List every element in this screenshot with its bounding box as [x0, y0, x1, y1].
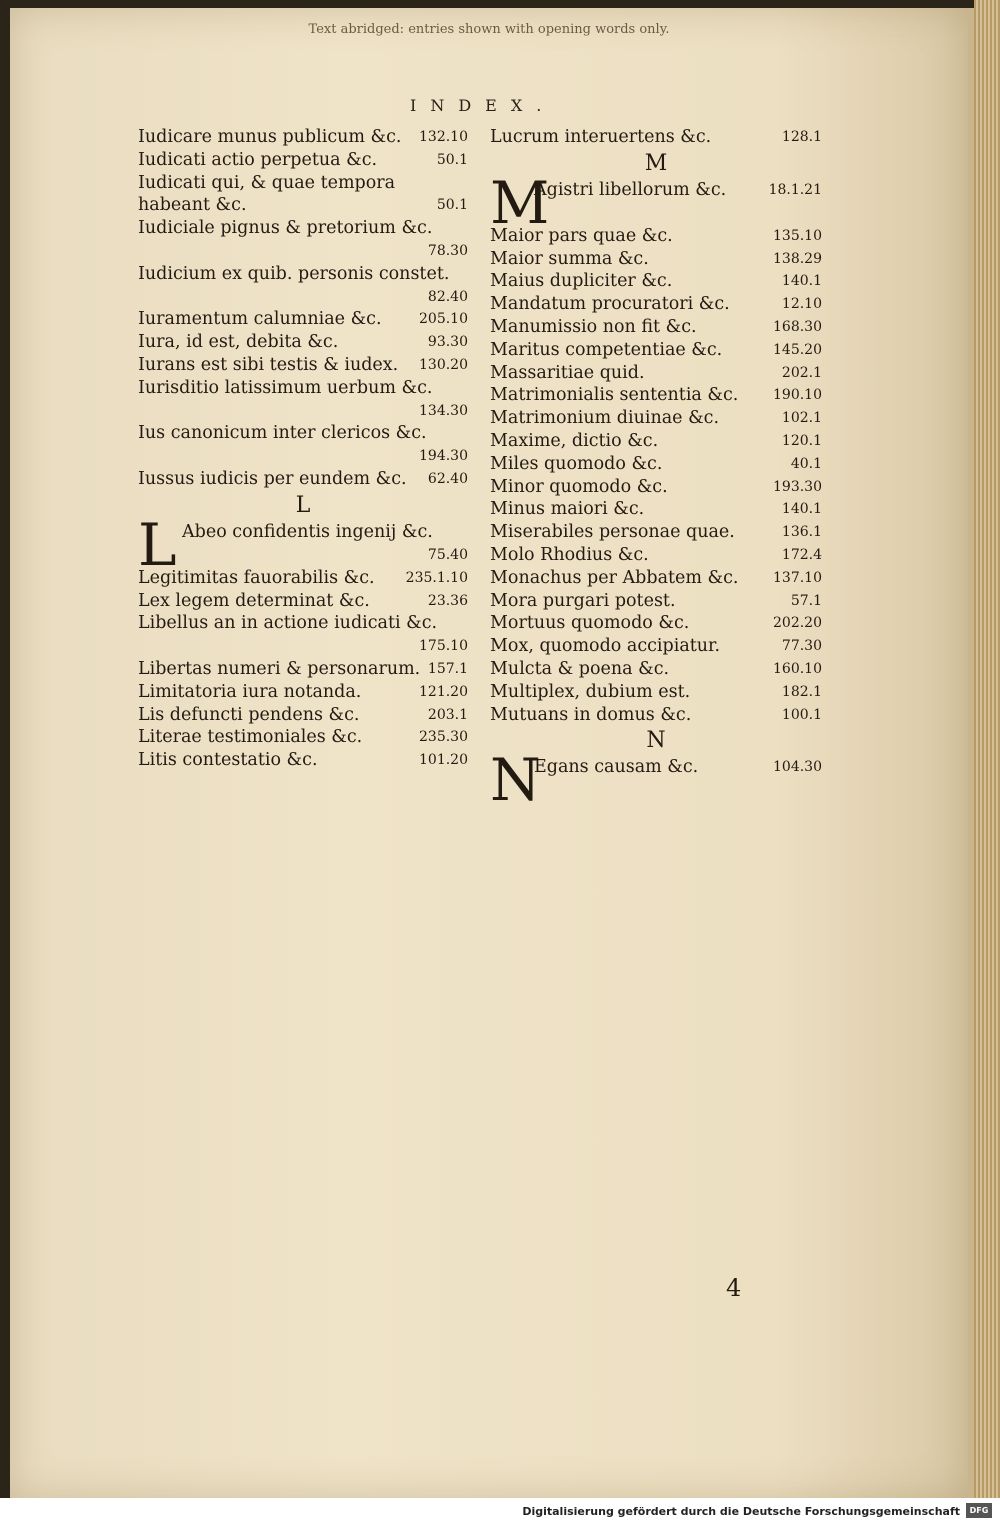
entry-reference: 78.30: [427, 242, 468, 259]
index-entry: [490, 476, 822, 499]
entry-reference: 120.1: [781, 432, 822, 449]
entry-reference: 168.30: [773, 318, 822, 335]
entry-text: Manumissio non fit &c.: [490, 316, 697, 337]
left-column-entries: [138, 126, 468, 491]
entry-text: Iudiciale pignus & pretorium &c.: [138, 218, 433, 239]
index-entry: [138, 567, 468, 590]
folio-number: 4: [726, 1274, 742, 1302]
entry-reference: 40.1: [790, 455, 822, 472]
index-entry: [138, 354, 468, 377]
entry-reference: 102.1: [781, 410, 822, 427]
entry-reference: 50.1: [436, 151, 468, 168]
index-entry: [138, 308, 468, 331]
index-entry: [138, 126, 468, 149]
index-entry: [490, 746, 822, 815]
index-entry: [490, 316, 822, 339]
entry-text: Maxime, dictio &c.: [490, 430, 659, 451]
entry-text: Iuramentum calumniae &c.: [138, 309, 382, 330]
entry-text: Libellus an in actione iudicati &c.: [138, 613, 438, 634]
entry-reference: 193.30: [773, 478, 822, 495]
entry-reference: 182.1: [781, 683, 822, 700]
entry-text: Egans causam &c.: [534, 757, 699, 778]
right-column-n-entries: [490, 746, 822, 815]
dfg-logo: DFG: [966, 1503, 992, 1518]
index-entry: [490, 453, 822, 476]
index-entry: [490, 681, 822, 704]
entry-text: Maius dupliciter &c.: [490, 271, 673, 292]
index-entry: [490, 384, 822, 407]
entry-reference: 104.30: [773, 759, 822, 776]
entry-text: Iudicium ex quib. personis constet.: [138, 263, 450, 284]
letter-heading-l: L: [295, 492, 311, 518]
entry-text: Agistri libellorum &c.: [534, 179, 727, 200]
entry-text: Iussus iudicis per eundem &c.: [138, 468, 407, 489]
entry-text: Iudicati qui, & quae tempora habeant &c.: [138, 172, 396, 216]
entry-reference: 140.1: [781, 501, 822, 518]
index-entry: [490, 293, 822, 316]
entry-reference: 57.1: [790, 592, 822, 609]
entry-reference: 50.1: [436, 197, 468, 214]
entry-text: Matrimonium diuinae &c.: [490, 408, 720, 429]
abridgement-note: Text abridged: entries shown with opening words only.: [308, 22, 670, 37]
right-column-m-entries: [490, 168, 822, 727]
index-entry: [138, 612, 468, 658]
entry-text: Mandatum procuratori &c.: [490, 294, 730, 315]
index-entry: [138, 331, 468, 354]
entry-text: Mulcta & poena &c.: [490, 658, 670, 679]
entry-reference: 132.10: [419, 129, 468, 145]
index-entry: [490, 590, 822, 613]
entry-text: Litis contestatio &c.: [138, 750, 318, 771]
running-head: INDEX.: [410, 96, 556, 115]
entry-text: Maritus competentiae &c.: [490, 339, 723, 360]
index-entry: [138, 658, 468, 681]
entry-reference: 134.30: [419, 402, 468, 419]
entry-text: Lis defuncti pendens &c.: [138, 704, 360, 725]
entry-reference: 82.40: [427, 288, 468, 305]
drop-cap: M: [490, 168, 550, 237]
letter-heading-m: M: [644, 150, 668, 176]
page-edge: [974, 0, 1000, 1498]
entry-reference: 121.20: [419, 683, 468, 700]
index-entry: [138, 726, 468, 749]
entry-reference: 138.29: [773, 250, 822, 267]
index-entry: [138, 217, 468, 263]
entry-reference: 203.1: [427, 706, 468, 723]
entry-text: Iura, id est, debita &c.: [138, 332, 339, 353]
entry-text: Legitimitas fauorabilis &c.: [138, 567, 375, 588]
index-entry: [490, 270, 822, 293]
entry-reference: 77.30: [781, 638, 822, 655]
entry-text: Mutuans in domus &c.: [490, 704, 692, 725]
drop-cap: N: [490, 746, 541, 815]
entry-text: Iudicati actio perpetua &c.: [138, 149, 378, 170]
index-entry: [138, 377, 468, 423]
book-page: [10, 8, 974, 1498]
entry-reference: 202.20: [773, 615, 822, 632]
entry-text: Libertas numeri & personarum.: [138, 658, 421, 679]
right-column: [490, 126, 822, 815]
entry-reference: 140.1: [781, 273, 822, 290]
index-entry: [138, 590, 468, 613]
entry-text: Minor quomodo &c.: [490, 476, 668, 497]
entry-text: Maior summa &c.: [490, 248, 649, 269]
entry-reference: 160.10: [773, 660, 822, 677]
entry-text: Maior pars quae &c.: [490, 225, 673, 246]
entry-reference: 135.10: [773, 227, 822, 244]
index-entry: [138, 149, 468, 172]
entry-text: Mox, quomodo accipiatur.: [490, 636, 721, 657]
index-entry: [490, 430, 822, 453]
entry-reference: 101.20: [419, 752, 468, 769]
index-entry: [138, 468, 468, 491]
index-entry: [490, 339, 822, 362]
entry-reference: 23.36: [427, 592, 468, 609]
index-entry: [490, 544, 822, 567]
index-entry: [490, 248, 822, 271]
index-entry: [490, 521, 822, 544]
entry-reference: 205.10: [419, 311, 468, 328]
index-entry: [490, 567, 822, 590]
entry-reference: 137.10: [773, 569, 822, 586]
entry-reference: 172.4: [781, 546, 822, 563]
entry-text: Lucrum interuertens &c.: [490, 127, 712, 147]
entry-text: Mora purgari potest.: [490, 590, 676, 611]
index-entry: [490, 612, 822, 635]
entry-reference: 190.10: [773, 387, 822, 404]
entry-text: Molo Rhodius &c.: [490, 544, 649, 565]
entry-text: Miserabiles personae quae.: [490, 522, 735, 543]
index-entry: [138, 749, 468, 772]
entry-text: Limitatoria iura notanda.: [138, 681, 362, 702]
index-entry: [138, 681, 468, 704]
entry-reference: 128.1: [781, 129, 822, 145]
entry-reference: 18.1.21: [768, 181, 822, 198]
entry-text: Iudicare munus publicum &c.: [138, 127, 402, 147]
entry-reference: 130.20: [419, 356, 468, 373]
right-column-entries: [490, 126, 822, 149]
entry-reference: 157.1: [427, 660, 468, 677]
entry-text: Ius canonicum inter clericos &c.: [138, 423, 427, 444]
index-entry: [490, 407, 822, 430]
entry-reference: 62.40: [427, 470, 468, 487]
entry-text: Miles quomodo &c.: [490, 453, 663, 474]
index-entry: [490, 704, 822, 727]
entry-reference: 145.20: [773, 341, 822, 358]
entry-reference: 75.40: [427, 546, 468, 563]
index-entry: [490, 362, 822, 385]
entry-text: Abeo confidentis ingenij &c.: [182, 521, 433, 542]
index-entry: [138, 704, 468, 727]
entry-reference: 175.10: [419, 638, 468, 655]
left-column-l-entries: [138, 510, 468, 772]
entry-text: Iurisditio latissimum uerbum &c.: [138, 377, 433, 398]
entry-reference: 100.1: [781, 706, 822, 723]
index-entry: [138, 263, 468, 309]
entry-text: Matrimonialis sententia &c.: [490, 385, 739, 406]
index-entry: [138, 172, 468, 218]
index-entry: [138, 422, 468, 468]
funding-note: Digitalisierung gefördert durch die Deutsche Forschungsgemeinschaft: [522, 1505, 960, 1518]
letter-heading-n: N: [646, 728, 666, 754]
left-column: [138, 126, 468, 772]
entry-reference: 136.1: [781, 524, 822, 541]
entry-reference: 235.1.10: [405, 569, 468, 586]
entry-text: Minus maiori &c.: [490, 499, 645, 520]
index-entry: [490, 126, 822, 149]
index-entry: [490, 635, 822, 658]
entry-text: Lex legem determinat &c.: [138, 590, 370, 611]
index-entry: [490, 658, 822, 681]
entry-reference: 235.30: [419, 729, 468, 746]
entry-reference: 194.30: [419, 448, 468, 465]
entry-text: Multiplex, dubium est.: [490, 681, 691, 702]
entry-reference: 93.30: [427, 334, 468, 351]
entry-text: Monachus per Abbatem &c.: [490, 567, 739, 588]
entry-text: Massaritiae quid.: [490, 362, 645, 383]
digitization-footer: [0, 1498, 1000, 1525]
entry-text: Iurans est sibi testis & iudex.: [138, 354, 399, 375]
entry-reference: 202.1: [781, 364, 822, 381]
entry-text: Mortuus quomodo &c.: [490, 613, 690, 634]
entry-reference: 12.10: [781, 296, 822, 313]
entry-text: Literae testimoniales &c.: [138, 727, 363, 748]
drop-cap: L: [138, 510, 177, 579]
index-entry: [490, 498, 822, 521]
